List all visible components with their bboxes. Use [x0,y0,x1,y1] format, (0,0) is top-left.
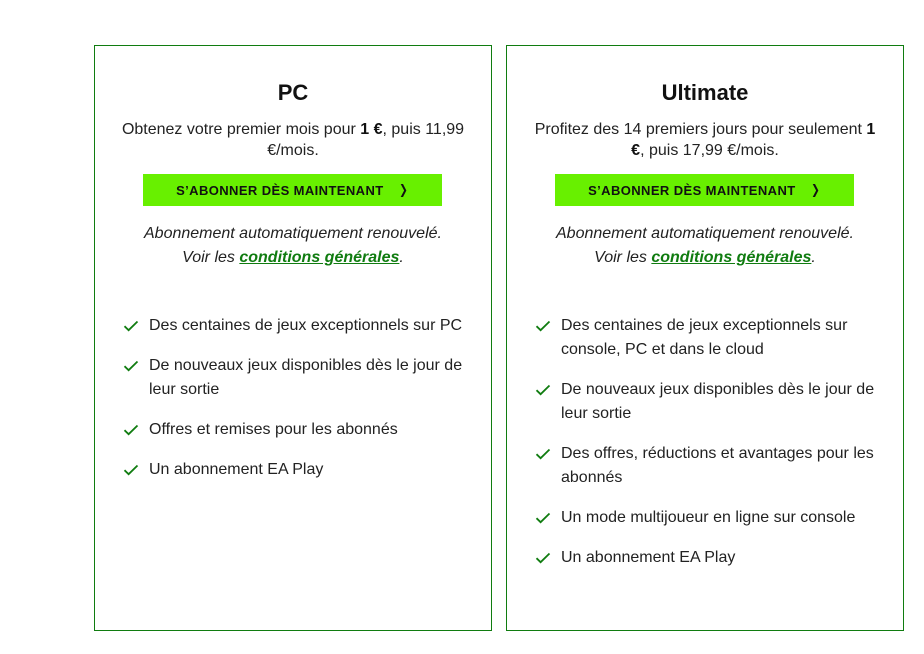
feature-list [535,314,883,586]
check-icon [535,552,551,564]
offer-text: Obtenez votre premier mois pour [121,121,361,138]
feature-item [123,418,471,442]
feature-item [123,354,471,402]
renewal-line: Abonnement automatiquement renouvelé. [144,225,442,242]
feature-item [123,458,471,482]
renewal-line: Abonnement automatiquement renouvelé. [556,225,854,242]
feature-item [535,442,883,490]
check-icon [535,384,551,396]
feature-text: Un mode multijoueur en ligne sur console [561,509,856,526]
feature-item [535,378,883,426]
subscribe-button[interactable] [555,174,854,206]
feature-list [123,314,471,498]
renewal-text: Voir les [182,249,240,266]
offer-text-after: , puis 17,99 €/mois. [640,142,779,159]
terms-link[interactable]: conditions générales [239,249,400,266]
feature-text: Des offres, réductions et avantages pour les abonnés [561,445,874,486]
feature-item [123,314,471,338]
feature-text: Offres et remises pour les abonnés [149,421,398,438]
offer-price: 1 € [360,121,383,138]
feature-text: Des centaines de jeux exceptionnels sur PC [149,317,463,334]
renewal-period: . [399,249,404,266]
offer-text: Profitez des 14 premiers jours pour seulement [534,121,867,138]
check-icon [123,360,139,372]
feature-text: Un abonnement EA Play [561,549,736,566]
plan-offer [115,119,471,161]
terms-link[interactable]: conditions générales [651,249,812,266]
feature-text: Des centaines de jeux exceptionnels sur console, PC et dans le cloud [561,317,848,358]
plan-card-pc [94,45,492,631]
renewal-note [517,222,893,270]
check-icon [535,512,551,524]
check-icon [535,448,551,460]
check-icon [123,424,139,436]
offer-price: 1 € [631,121,876,159]
chevron-right-icon: ❯ [398,182,408,197]
feature-item [535,314,883,362]
renewal-note [105,222,481,270]
check-icon [535,320,551,332]
chevron-right-icon: ❯ [810,182,820,197]
feature-text: Un abonnement EA Play [149,461,324,478]
plan-title: Ultimate [661,80,749,105]
renewal-period: . [811,249,816,266]
subscribe-button[interactable] [143,174,442,206]
check-icon [123,320,139,332]
plan-card-ultimate [506,45,904,631]
feature-text: De nouveaux jeux disponibles dès le jour de leur sortie [149,357,463,398]
plan-title: PC [277,80,309,105]
subscribe-button-label: S’ABONNER DÈS MAINTENANT [176,182,384,198]
feature-text: De nouveaux jeux disponibles dès le jour de leur sortie [561,381,875,422]
feature-item [535,506,883,530]
offer-text-after: , puis 11,99 €/mois. [267,121,465,159]
feature-item [535,546,883,570]
subscribe-button-label: S’ABONNER DÈS MAINTENANT [588,182,796,198]
renewal-text: Voir les [594,249,652,266]
check-icon [123,464,139,476]
plan-offer [527,119,883,161]
